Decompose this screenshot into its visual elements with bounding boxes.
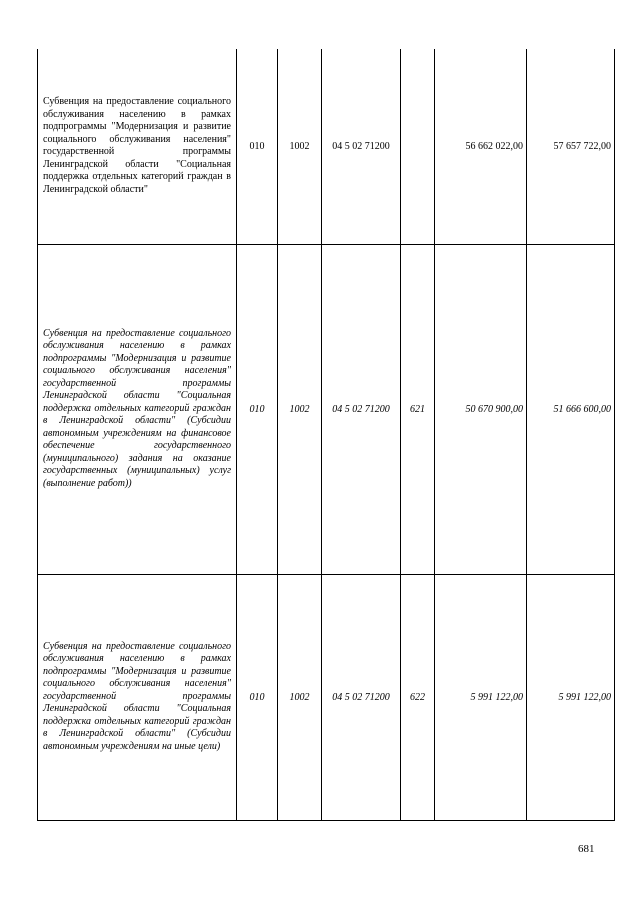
- target-article-code: 04 5 02 71200: [322, 49, 401, 244]
- amount-first-year: 5 991 122,00: [435, 574, 527, 820]
- budget-table: [37, 49, 615, 821]
- target-article-code: 04 5 02 71200: [322, 244, 401, 574]
- table-row: [38, 574, 615, 820]
- expense-type-code: 621: [401, 244, 435, 574]
- amount-second-year: 5 991 122,00: [527, 574, 615, 820]
- ministry-code: 010: [237, 49, 278, 244]
- expense-type-code: 622: [401, 574, 435, 820]
- row-description: Субвенция на предоставление социального обслуживания населению в рамках подпрограммы "Модернизация и развитие социального обслуживания населения" государственной программы Ленинградской области "Социальная поддержка отдельных категорий граждан в Ленинградской области" (Субсидии автономным учреждениям на иные цели): [38, 574, 237, 820]
- amount-first-year: 56 662 022,00: [435, 49, 527, 244]
- amount-first-year: 50 670 900,00: [435, 244, 527, 574]
- ministry-code: 010: [237, 574, 278, 820]
- ministry-code: 010: [237, 244, 278, 574]
- row-description: Субвенция на предоставление социального обслуживания населению в рамках подпрограммы "Модернизация и развитие социального обслуживания населения" государственной программы Ленинградской области "Социальная поддержка отдельных категорий граждан в Ленинградской области" (Субсидии автономным учреждениям на финансовое обеспечение государственного (муниципального) задания на оказание государственных (муниципальных) услуг (выполнение работ)): [38, 244, 237, 574]
- table-row: [38, 49, 615, 244]
- section-code: 1002: [278, 244, 322, 574]
- section-code: 1002: [278, 49, 322, 244]
- page-number: 681: [578, 843, 595, 855]
- target-article-code: 04 5 02 71200: [322, 574, 401, 820]
- section-code: 1002: [278, 574, 322, 820]
- amount-second-year: 51 666 600,00: [527, 244, 615, 574]
- table-row: [38, 244, 615, 574]
- row-description: Субвенция на предоставление социального обслуживания населению в рамках подпрограммы "Модернизация и развитие социального обслуживания населения" государственной программы Ленинградской области "Социальная поддержка отдельных категорий граждан в Ленинградской области": [38, 49, 237, 244]
- expense-type-code: [401, 49, 435, 244]
- amount-second-year: 57 657 722,00: [527, 49, 615, 244]
